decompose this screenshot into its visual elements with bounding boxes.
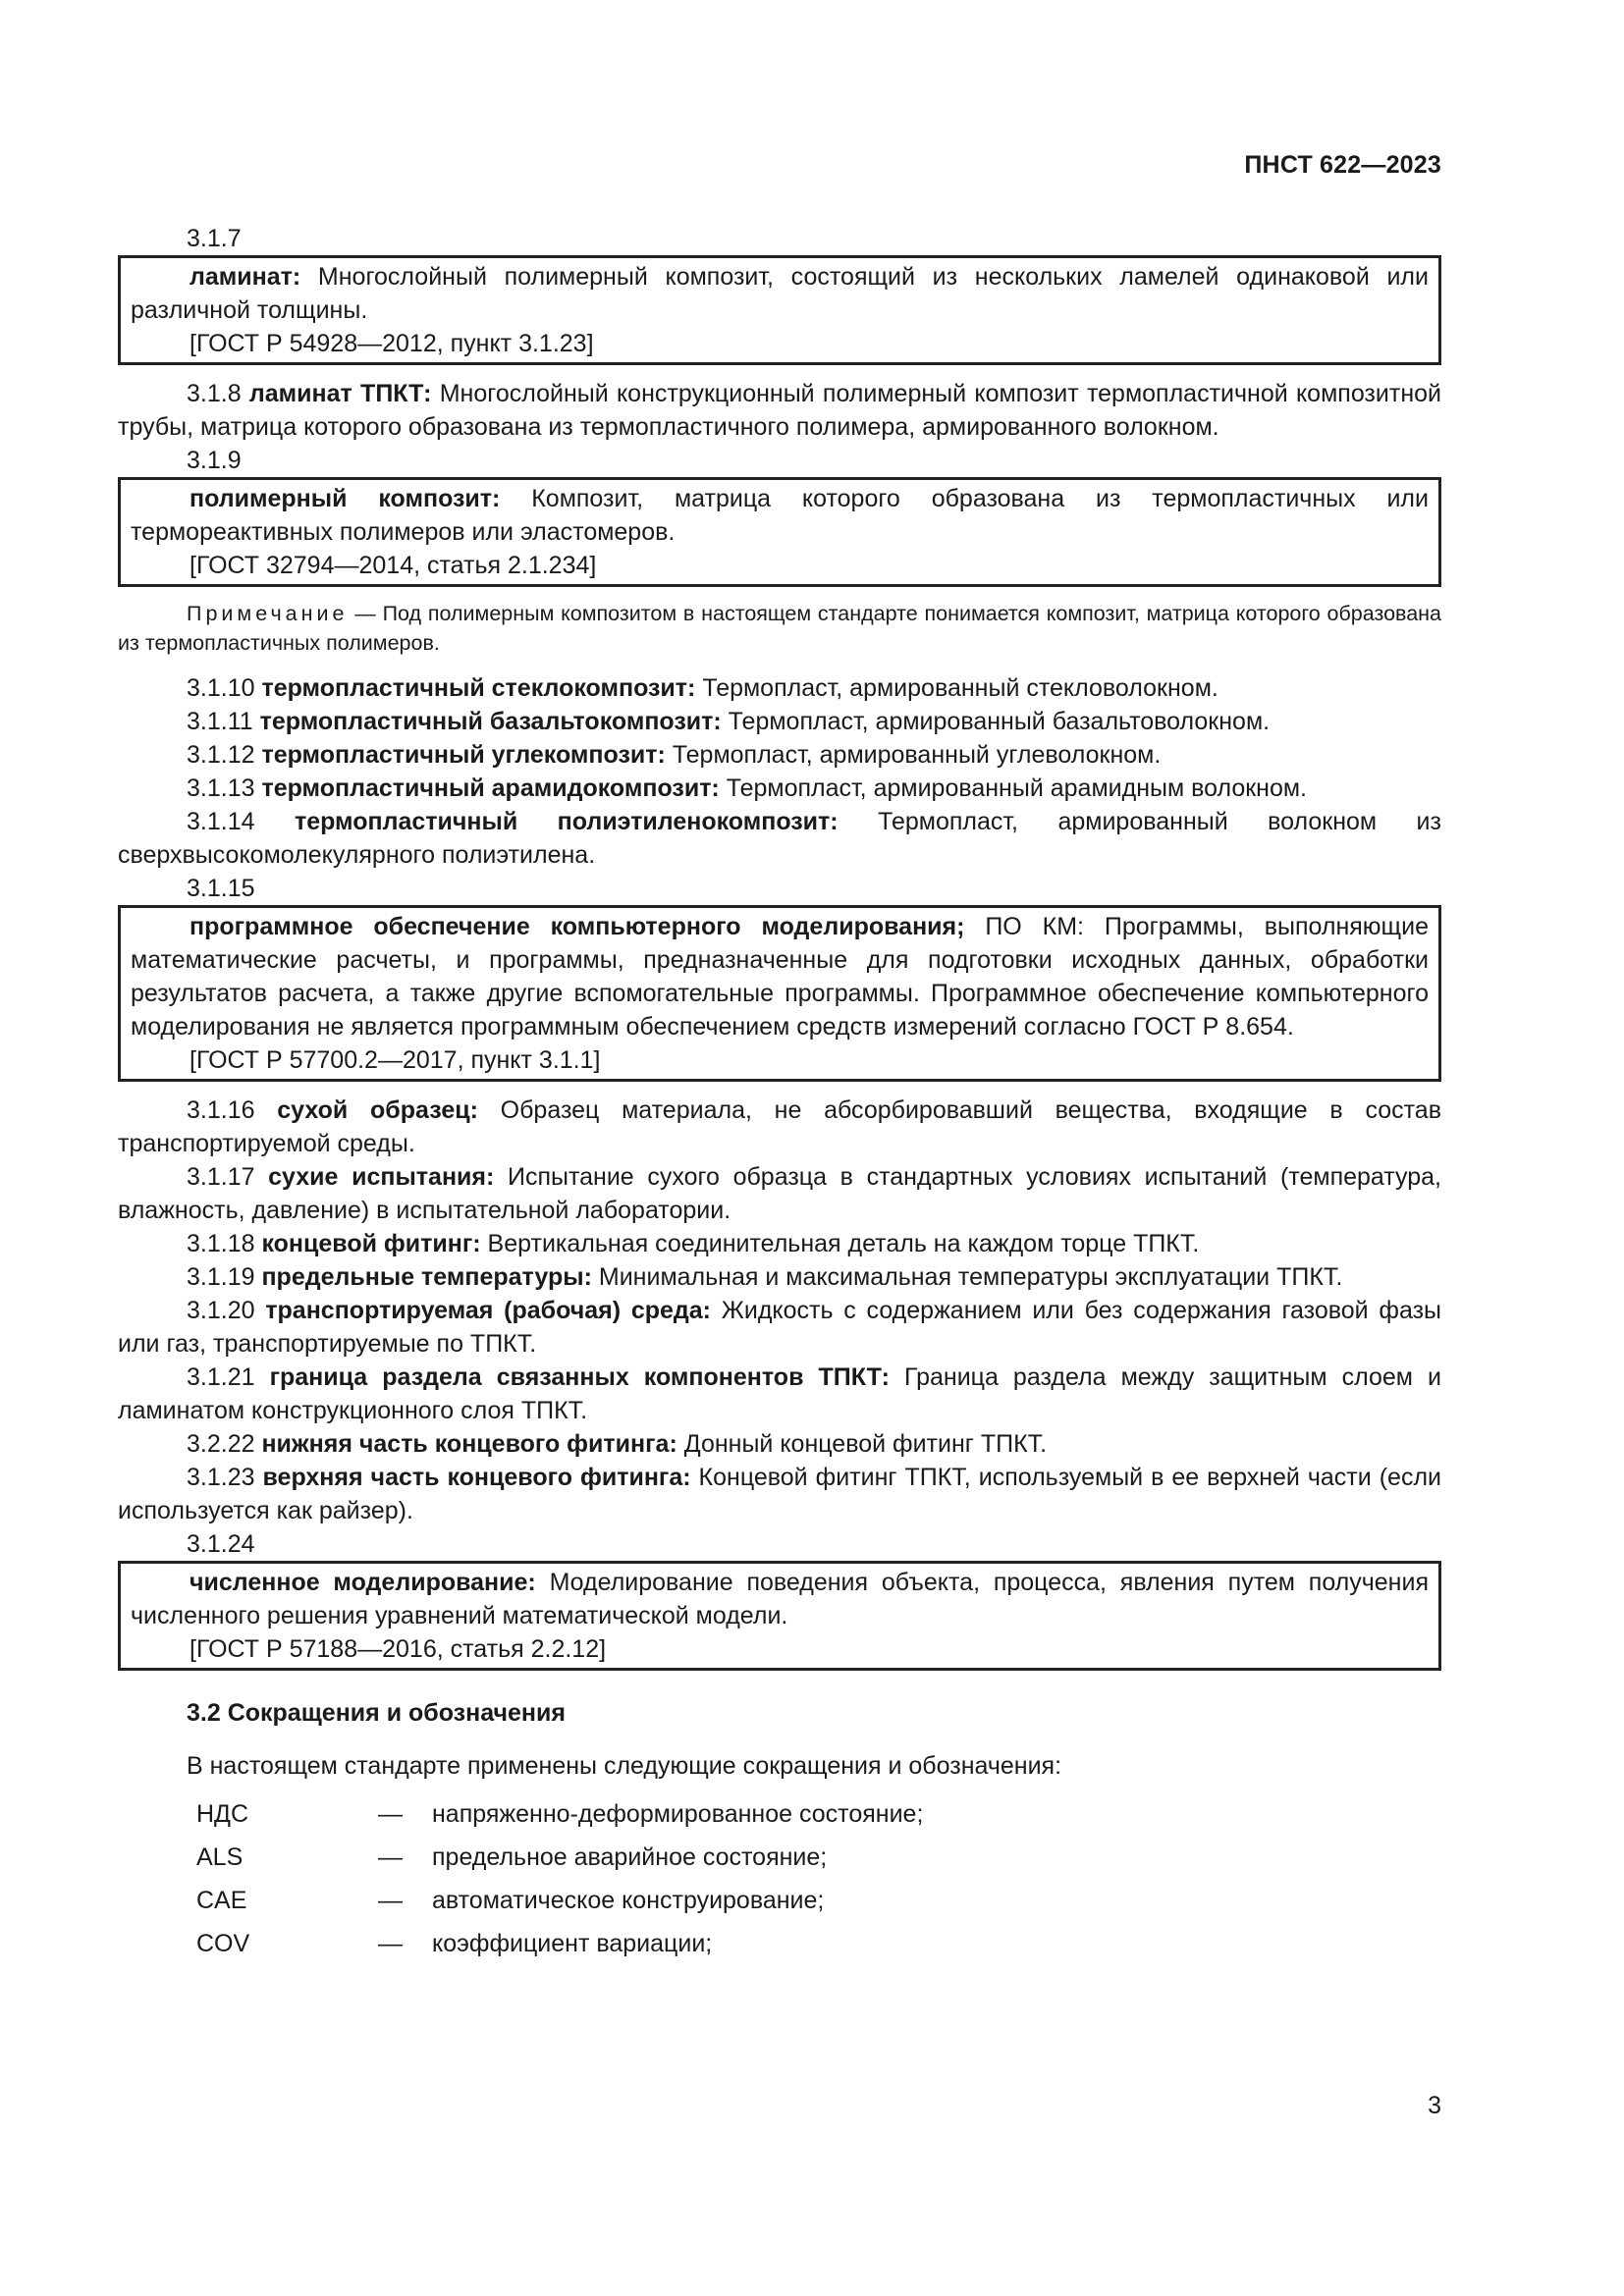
term: предельные температуры: [261,1263,592,1291]
definition-text [131,1566,1429,1632]
definition-paragraph [118,1461,1441,1527]
source-reference: [ГОСТ Р 54928—2012, пункт 3.1.23] [189,330,594,357]
entry-number: 3.1.13 [187,774,262,802]
definition: Минимальная и максимальная температуры эксплуатации ТПКТ. [591,1263,1343,1291]
definition-box [118,477,1441,587]
entry-number: 3.1.17 [187,1163,269,1191]
abbreviation-term: CAE [196,1887,247,1914]
source-reference: [ГОСТ Р 57188—2016, статья 2.2.12] [189,1635,607,1663]
abbreviation-list [118,1792,1441,1965]
definition: Многослойный конструкционный полимерный композит термопластичной композитной трубы, матрица которого образована из термопластичного полимера, армированного волокном. [118,380,1441,441]
note-text: — Под полимерным композитом в настоящем стандарте понимается композит, матрица которого образована из термопластичных полимеров. [118,602,1441,655]
note [118,599,1441,658]
abbreviation-row [118,1879,1441,1922]
definition: Термопласт, армированный арамидным волокном. [719,774,1308,802]
abbreviation-definition: автоматическое конструирование; [432,1887,825,1914]
abbreviation-dash: — [378,1930,403,1957]
abbreviation-definition: напряженно-деформированное состояние; [432,1800,924,1828]
entry-number: 3.1.7 [187,225,242,252]
definition-paragraph [118,377,1441,444]
definition: Граница раздела между защитным слоем и ламинатом конструкционного слоя ТПКТ. [118,1363,1441,1424]
definition: Моделирование поведения объекта, процесса, явления путем получения численного решения уравнений математической модели. [131,1569,1429,1629]
term: верхняя часть концевого фитинга: [262,1464,691,1491]
definition-box [118,905,1441,1082]
definition-box [118,1561,1441,1671]
term: термопластичный стеклокомпозит: [261,674,696,702]
term: нижняя часть концевого фитинга: [261,1430,677,1458]
definition-paragraph [118,671,1441,705]
definition: Донный концевой фитинг ТПКТ. [677,1430,1048,1458]
term: численное моделирование: [189,1569,536,1596]
definition: Вертикальная соединительная деталь на каждом торце ТПКТ. [480,1230,1200,1257]
abbreviation-row [118,1922,1441,1965]
definition-paragraph [118,1361,1441,1427]
definition: Образец материала, не абсорбировавший вещества, входящие в состав транспортируемой среды. [118,1096,1441,1157]
definition: Термопласт, армированный стекловолокном. [695,674,1218,702]
term: граница раздела связанных компонентов ТПКТ: [269,1363,890,1391]
term: ламинат ТПКТ: [248,380,432,407]
definition-paragraph [118,1160,1441,1227]
definition-paragraph [118,738,1441,772]
definition-text [131,482,1429,549]
definition: ПО КМ: Программы, выполняющие математические расчеты, и программы, предназначенные для подготовки исходных данных, обработки результатов расчета, а также другие вспомогательные программы. Программное обеспечение компьютерного моделирования не является программным обеспечением средств измерений согласно ГОСТ Р 8.654. [131,913,1429,1041]
entry-number: 3.1.18 [187,1230,262,1257]
source-reference: [ГОСТ 32794—2014, статья 2.1.234] [189,552,597,579]
entry-number: 3.2.22 [187,1430,262,1458]
term: программное обеспечение компьютерного моделирования; [189,913,965,940]
term: термопластичный базальтокомпозит: [259,708,722,735]
abbreviation-row [118,1792,1441,1836]
definition: Многослойный полимерный композит, состоящий из нескольких ламелей одинаковой или различной толщины. [131,263,1429,324]
term: полимерный композит: [189,485,501,512]
definition-paragraph [118,805,1441,872]
entry-number: 3.1.8 [187,380,249,407]
definition: Концевой фитинг ТПКТ, используемый в ее верхней части (если используется как райзер). [118,1464,1441,1524]
definition-text [131,910,1429,1043]
term: термопластичный полиэтиленокомпозит: [294,808,839,835]
abbreviation-dash: — [378,1887,403,1914]
definition-paragraph [118,705,1441,738]
entry-number: 3.1.11 [187,708,260,735]
entry-number: 3.1.19 [187,1263,262,1291]
definition: Композит, матрица которого образована из термопластичных или термореактивных полимеров или эластомеров. [131,485,1429,546]
section-title: 3.2 Сокращения и обозначения [187,1699,566,1727]
entry-number: 3.1.21 [187,1363,270,1391]
term: термопластичный арамидокомпозит: [261,774,720,802]
definition-box [118,255,1441,365]
term: транспортируемая (рабочая) среда: [265,1297,712,1324]
term: сухие испытания: [268,1163,495,1191]
abbreviation-term: НДС [196,1800,249,1828]
section-intro: В настоящем стандарте применены следующие сокращения и обозначения: [187,1752,1062,1780]
definition: Испытание сухого образца в стандартных условиях испытаний (температура, влажность, давление) в испытательной лаборатории. [118,1163,1441,1224]
term: ламинат: [189,263,301,291]
abbreviation-dash: — [378,1843,403,1871]
term: концевой фитинг: [261,1230,481,1257]
definition-text [131,260,1429,327]
abbreviation-term: COV [196,1930,250,1957]
note-label: Примечание [187,602,349,625]
definition-paragraph [118,1294,1441,1361]
abbreviation-definition: коэффициент вариации; [432,1930,713,1957]
definition-paragraph [118,1260,1441,1294]
entry-number: 3.1.24 [187,1530,255,1558]
abbreviation-dash: — [378,1800,403,1828]
abbreviation-term: ALS [196,1843,244,1871]
definition-paragraph [118,1227,1441,1260]
definition: Термопласт, армированный волокном из сверхвысокомолекулярного полиэтилена. [118,808,1441,869]
definition: Жидкость с содержанием или без содержания газовой фазы или газ, транспортируемые по ТПКТ. [118,1297,1442,1358]
entry-number: 3.1.12 [187,741,262,769]
term: сухой образец: [277,1096,478,1124]
entry-number: 3.1.16 [187,1096,278,1124]
definition-paragraph [118,1094,1441,1160]
definition: Термопласт, армированный базальтоволокном. [721,708,1271,735]
entry-number: 3.1.23 [187,1464,263,1491]
term: термопластичный углекомпозит: [261,741,666,769]
abbreviation-row [118,1836,1441,1879]
page-number: 3 [1428,2092,1441,2119]
entry-number: 3.1.20 [187,1297,266,1324]
document-body [118,222,1441,1965]
definition-paragraph [118,772,1441,805]
definition-paragraph [118,1427,1441,1461]
definition: Термопласт, армированный углеволокном. [665,741,1162,769]
entry-number: 3.1.9 [187,447,242,474]
abbreviation-definition: предельное аварийное состояние; [432,1843,828,1871]
entry-number: 3.1.15 [187,875,255,902]
entry-number: 3.1.10 [187,674,262,702]
source-reference: [ГОСТ Р 57700.2—2017, пункт 3.1.1] [189,1046,601,1074]
document-id: ПНСТ 622—2023 [1244,151,1441,179]
entry-number: 3.1.14 [187,808,295,835]
